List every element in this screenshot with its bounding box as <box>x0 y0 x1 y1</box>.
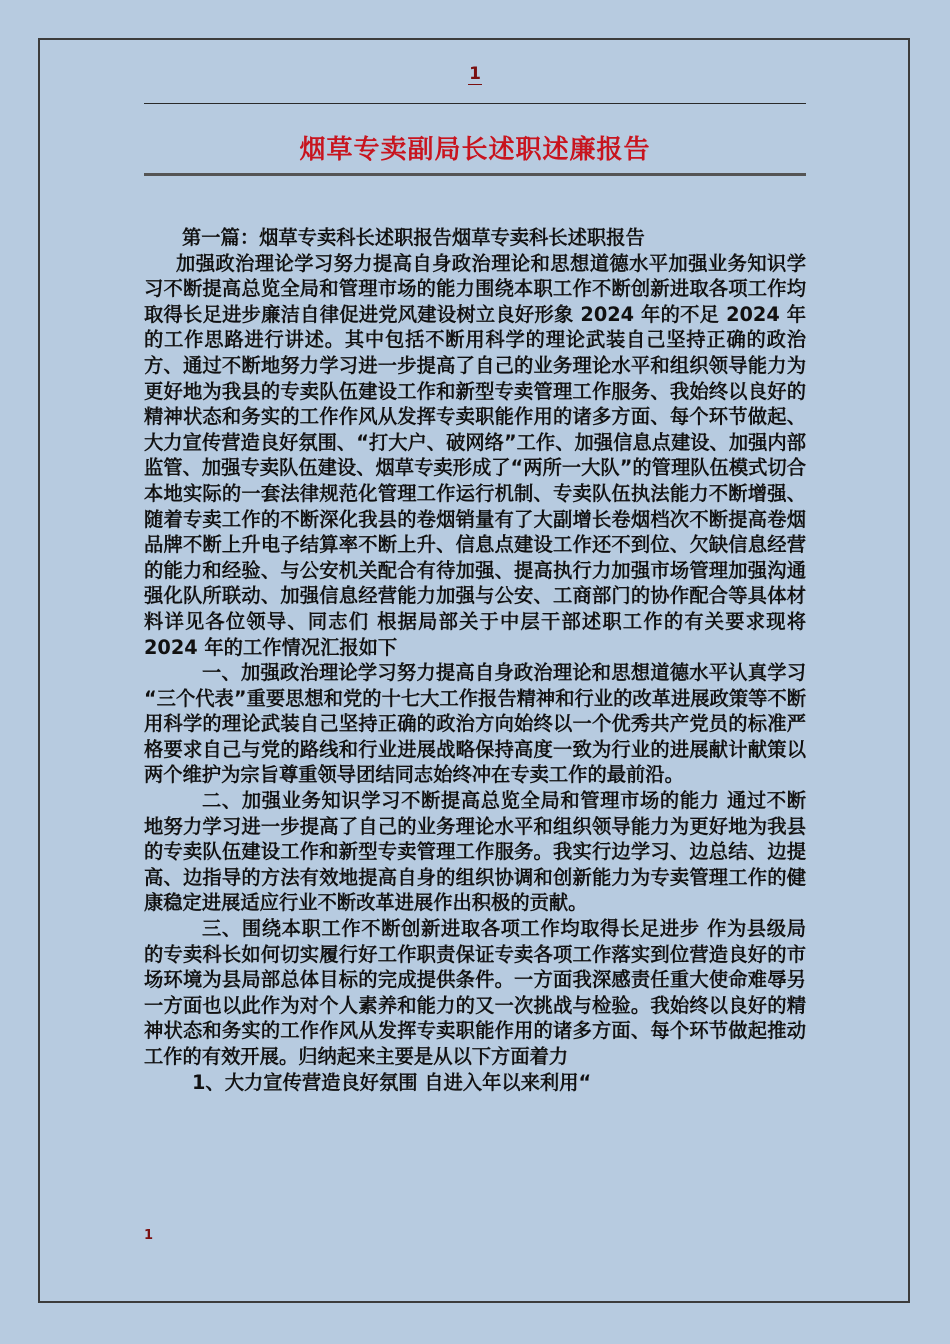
body-paragraph: 三、围绕本职工作不断创新进取各项工作均取得长足进步 作为县级局的专卖科长如何切实履行好工作职责保证专卖各项工作落实到位营造良好的市场环境为县局部总体目标的完成提供条件。一方面我深感责任重大使命难辱另一方面也以此作为对个人素养和能力的又一次挑战与检验。我始终以良好的精神状态和务实的工作作风从发挥专卖职能作用的诸多方面、每个环节做起推动工作的有效开展。归纳起来主要是从以下方面着力 <box>144 917 806 1068</box>
header-page-number-text: 1 <box>469 64 481 84</box>
section-heading: 第一篇：烟草专卖科长述职报告烟草专卖科长述职报告 <box>182 226 645 249</box>
header-divider <box>144 103 806 104</box>
header-page-number <box>0 64 950 84</box>
body-paragraph: 1、大力宣传营造良好氛围 自进入年以来利用“ <box>192 1070 592 1094</box>
body-paragraph: 一、加强政治理论学习努力提高自身政治理论和思想道德水平认真学习 “三个代表”重要思想和党的十七大工作报告精神和行业的改革进展政策等不断用科学的理论武装自己坚持正确的政治方向始终以一个优秀共产党员的标准严格要求自己与党的路线和行业进展战略保持高度一致为行业的进展献计献策以两个维护为宗旨尊重领导团结同志始终冲在专卖工作的最前沿。 <box>144 661 806 787</box>
document-title: 烟草专卖副局长述职述廉报告 <box>299 135 651 165</box>
footer-page-number: 1 <box>144 1228 154 1243</box>
body-paragraph: 二、加强业务知识学习不断提高总览全局和管理市场的能力 通过不断地努力学习进一步提高了自己的业务理论水平和组织领导能力为更好地为我县的专卖队伍建设工作和新型专卖管理工作服务。我实行边学习、边总结、边提高、边指导的方法有效地提高自身的组织协调和创新能力为专卖管理工作的健康稳定进展适应行业不断改革进展作出积极的贡献。 <box>144 789 806 915</box>
document-body <box>144 225 806 1095</box>
title-divider <box>144 173 806 176</box>
body-paragraph: 加强政治理论学习努力提高自身政治理论和思想道德水平加强业务知识学习不断提高总览全局和管理市场的能力围绕本职工作不断创新进取各项工作均取得长足进步廉洁自律促进党风建设树立良好形象 2024 年的不足 2024 年的工作思路进行讲述。其中包括不断用科学的理论武装自己坚持正确的政治方、通过不断地努力学习进一步提高了自己的业务理论水平和组织领导能力为更好地为我县的专卖队伍建设工作和新型专卖管理工作服务、我始终以良好的精神状态和务实的工作作风从发挥专卖职能作用的诸多方面、每个环节做起、大力宣传营造良好氛围、“打大户、破网络”工作、加强信息点建设、加强内部监管、加强专卖队伍建设、烟草专卖形成了“两所一大队”的管理队伍模式切合本地实际的一套法律规范化管理工作运行机制、专卖队伍执法能力不断增强、随着专卖工作的不断深化我县的卷烟销量有了大副增长卷烟档次不断提高卷烟品牌不断上升电子结算率不断上升、信息点建设工作还不到位、欠缺信息经营的能力和经验、与公安机关配合有待加强、提高执行力加强市场管理加强沟通强化队所联动、加强信息经营能力加强与公安、工商部门的协作配合等具体材料详见各位领导、同志们 根据局部关于中层干部述职工作的有关要求现将 2024 年的工作情况汇报如下 <box>144 251 806 659</box>
